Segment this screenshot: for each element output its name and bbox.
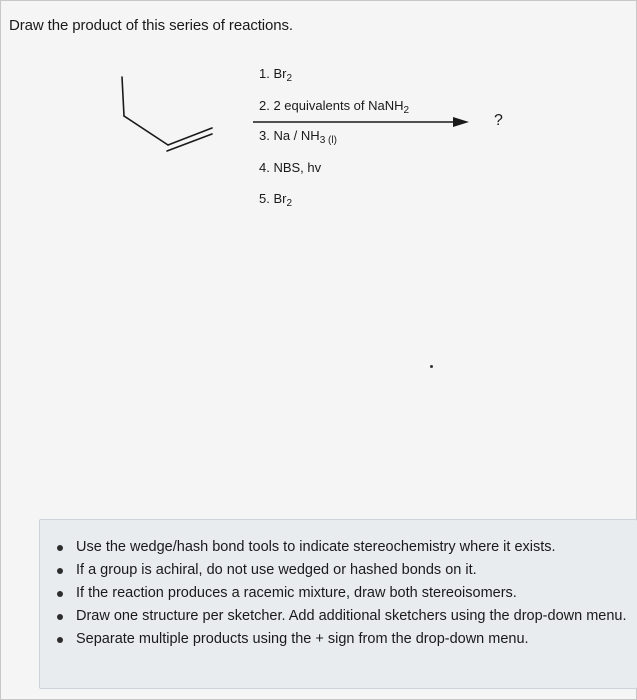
reagent-step-5: 5. $Br_2$ bbox=[259, 191, 293, 209]
bond-2 bbox=[124, 116, 168, 145]
instruction-item: Separate multiple products using the + sign from the drop-down menu. bbox=[40, 628, 637, 651]
reaction-arrow-icon bbox=[253, 115, 473, 129]
bullet-icon bbox=[57, 545, 63, 551]
instruction-item: Draw one structure per sketcher. Add additional sketchers using the drop-down menu. bbox=[40, 605, 637, 628]
bullet-icon bbox=[57, 568, 63, 574]
reagent-step-4: 4. NBS, hv bbox=[259, 160, 322, 175]
reagent-step-2: 2. 2 equivalents of NaNH$_2$ bbox=[259, 98, 410, 116]
reagent-step-1: 1. $Br_2$ bbox=[259, 66, 293, 84]
bullet-icon bbox=[57, 591, 63, 597]
instruction-item: If the reaction produces a racemic mixture, draw both stereoisomers. bbox=[40, 582, 637, 605]
bullet-icon bbox=[57, 614, 63, 620]
product-placeholder: ? bbox=[494, 112, 503, 129]
bullet-icon bbox=[57, 637, 63, 643]
instructions-list bbox=[40, 520, 637, 651]
question-text: Draw the product of this series of reactions. bbox=[9, 17, 293, 34]
stray-dot bbox=[430, 365, 433, 368]
instructions-box bbox=[39, 519, 637, 689]
reagent-step-3: 3. Na / $NH_{3 (l)}$ bbox=[259, 128, 337, 146]
instruction-item: If a group is achiral, do not use wedged or hashed bonds on it. bbox=[40, 559, 637, 582]
instruction-item: Use the wedge/hash bond tools to indicate stereochemistry where it exists. bbox=[40, 536, 637, 559]
bond-1 bbox=[122, 77, 124, 116]
starting-material-structure bbox=[111, 71, 221, 156]
